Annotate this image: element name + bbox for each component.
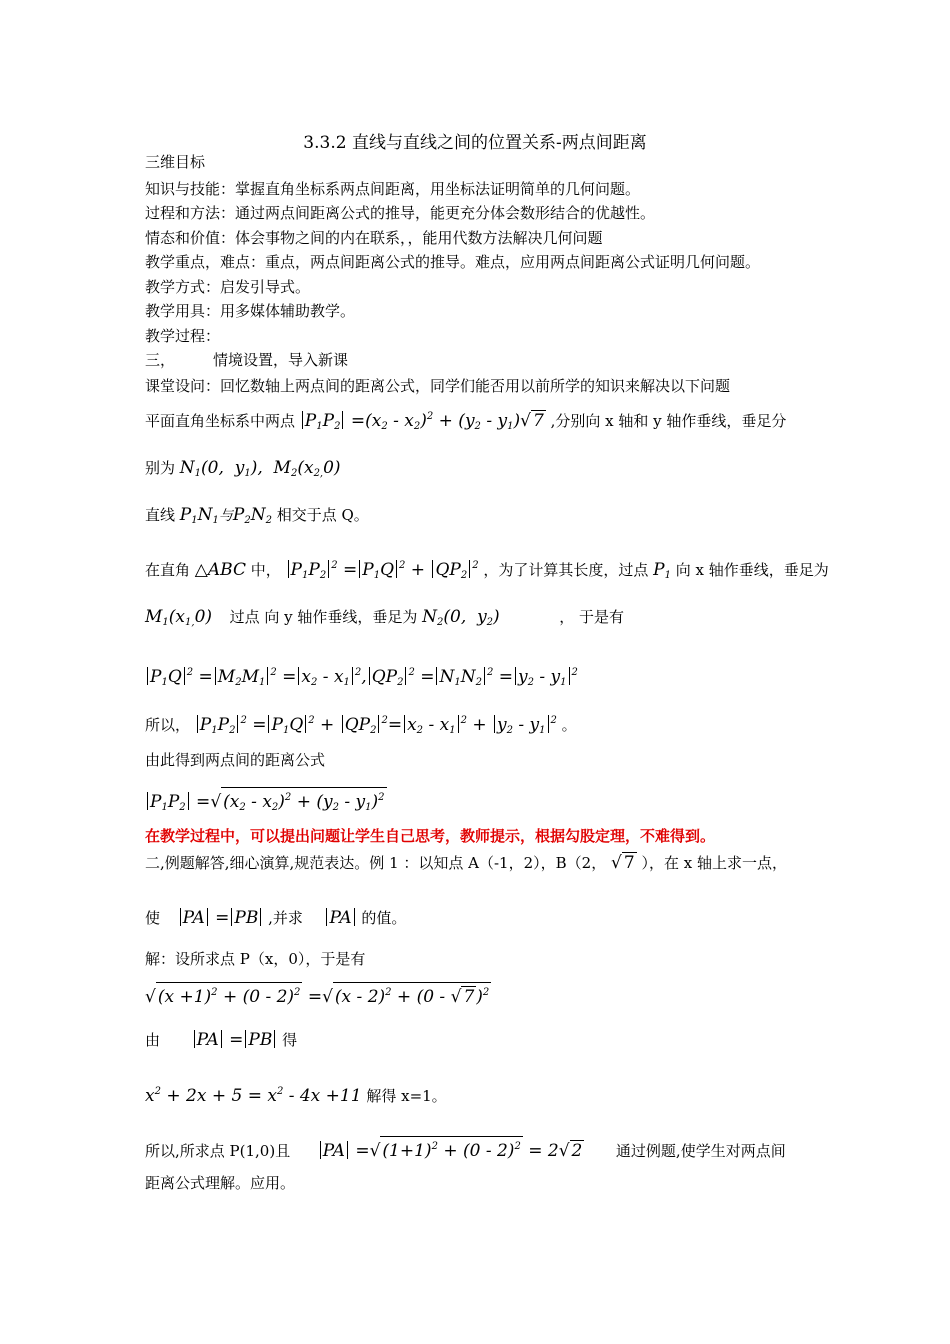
formula-quadratic: $x^2 + 2x + 5 = x^2 - 4x +11$: [145, 1086, 362, 1106]
section-title: 情境设置，导入新课: [213, 351, 349, 369]
text-result: 所以,所求点 P(1,0)且: [145, 1142, 291, 1160]
text-derive-formula: 由此得到两点间的距离公式: [145, 751, 326, 769]
text-from: 由: [145, 1031, 161, 1049]
text-key-points: 教学重点，难点：重点，两点间距离公式的推导。难点，应用两点间距离公式证明几何问题。: [145, 253, 761, 271]
page-title: 3.3.2 直线与直线之间的位置关系-两点间距离: [303, 133, 647, 153]
text-understand: 通过例题,使学生对两点间: [615, 1142, 786, 1160]
teaching-note: 在教学过程中，可以提出问题让学生自己思考，教师提示，根据勾股定理，不难得到。: [145, 827, 716, 845]
formula-pa: PA: [324, 908, 356, 928]
formula-distance: $P_1P_2$ =√ $(x_2 - x_2)^2 + (y_2 - y_1)^2$: [145, 787, 387, 818]
text-perpendicular: ,分别向 x 轴和 y 轴作垂线，垂足分: [550, 412, 787, 430]
text-therefore: 所以，: [145, 716, 191, 734]
paragraph-result: [145, 1136, 786, 1161]
text-knowledge-skills: 知识与技能：掌握直角坐标系两点间距离，用坐标法证明简单的几何问题。: [145, 180, 641, 198]
text-feet-are: 别为: [145, 459, 176, 477]
formula-pa-eq-pb: PA = PB: [178, 908, 264, 928]
text-make: 使: [145, 909, 161, 927]
text-get: 得: [282, 1031, 298, 1049]
text-then: ， 于是有: [559, 608, 625, 626]
paragraph-right-triangle: [145, 556, 829, 586]
paragraph-therefore: [145, 711, 577, 741]
paragraph-feet: [145, 458, 341, 484]
paragraph-plane-points: [145, 407, 786, 437]
text-perp-y: 过点 向 y 轴作垂线，垂足为: [229, 608, 418, 626]
formula-pa-value: PA =√ $(1+1)^2 + (0 - 2)^2 = 2√$ 2: [318, 1141, 585, 1161]
text-find-point: ），在 x 轴上求一点，: [641, 854, 787, 872]
text-solve: 解得 x=1。: [366, 1087, 447, 1105]
paragraph-foot-m1: [145, 607, 624, 633]
text-value: 的值。: [361, 909, 407, 927]
text-plane-points: 平面直角坐标系中两点: [145, 412, 296, 430]
text-period: 。: [561, 716, 577, 734]
formula-sum-squares: $P_1P_2^2 = P_1Q$ $^2 + QP_2^2= x_2 - x_1^2 + y_2 - y_1^2$: [195, 715, 557, 735]
paragraph-solve: [145, 1082, 447, 1106]
text-solution-intro: 解：设所求点 P（x，0），于是有: [145, 950, 366, 968]
text-teaching-mode: 教学方式：启发引导式。: [145, 278, 311, 296]
formula-feet-points: $N_1(0$, $y_1$), $M_2(x_{2,}0)$: [179, 458, 341, 479]
formula-sqrt7: √ 7: [611, 853, 635, 873]
formula-m1: $M_1(x_{1,}0)$: [145, 607, 213, 628]
text-and-find: ,并求: [268, 909, 303, 927]
formula-distance-intro: $P_1P_2 =(x_2 - x_2)^2 + (y_2 - y_1)√$ 7: [300, 411, 546, 431]
formula-p1: $P_1$: [653, 560, 671, 581]
formula-n2: $N_2(0$, $y_2$): [422, 607, 500, 628]
paragraph-condition: [145, 908, 406, 928]
text-line: 直线: [145, 506, 176, 524]
text-emotion-values: 情态和价值：体会事物之间的内在联系，，能用代数方法解决几何问题: [145, 229, 603, 247]
text-in: 中，: [250, 561, 281, 579]
section-number: 三，: [145, 351, 176, 369]
paragraph-example-1: [145, 852, 787, 873]
text-class-question: 课堂设问：回忆数轴上两点间的距离公式，同学们能否用以前所学的知识来解决以下问题: [145, 377, 731, 395]
section-heading-goals: 三维目标: [145, 153, 206, 171]
text-perp-x: 向 x 轴作垂线，垂足为: [675, 561, 829, 579]
paragraph-lines-intersect: [145, 505, 369, 531]
text-process-methods: 过程和方法：通过两点间距离公式的推导，能更充分体会数形结合的优越性。: [145, 204, 656, 222]
text-right-triangle: 在直角: [145, 561, 191, 579]
formula-pa-eq-pb-2: PA = PB: [192, 1030, 278, 1050]
text-teaching-process: 教学过程：: [145, 327, 221, 345]
text-intersect: 相交于点 Q。: [276, 506, 369, 524]
paragraph-from: [145, 1030, 297, 1050]
section-heading-situation: [145, 350, 348, 370]
formula-pythagoras: $P_1P_2^2 = P_1Q$ $^2 + QP_2^2$: [286, 560, 479, 580]
text-conclusion: 距离公式理解。应用。: [145, 1174, 296, 1192]
formula-equation: √ $(x +1)^2 + (0 - 2)^2$ =√ (x - 2)$^2$ + (0 - √ 7 )$^2$: [145, 982, 491, 1007]
text-teaching-tools: 教学用具：用多媒体辅助教学。: [145, 302, 356, 320]
formula-components: $P_1Q$ $^2 = M_2M_1^2 = x_2 - x_1^2$, $QP_2^2 = N_1N_2^2 = y_2 - y_1^2$: [145, 663, 578, 693]
text-compute-length: ，为了计算其长度，过点: [483, 561, 649, 579]
formula-lines: $P_1N_1$与$P_2N_2$: [179, 505, 272, 526]
formula-triangle: △ABC: [194, 560, 246, 580]
text-example-intro: 二,例题解答,细心演算,规范表达。例 1 ：以知点 A（-1，2），B（2，: [145, 854, 607, 872]
